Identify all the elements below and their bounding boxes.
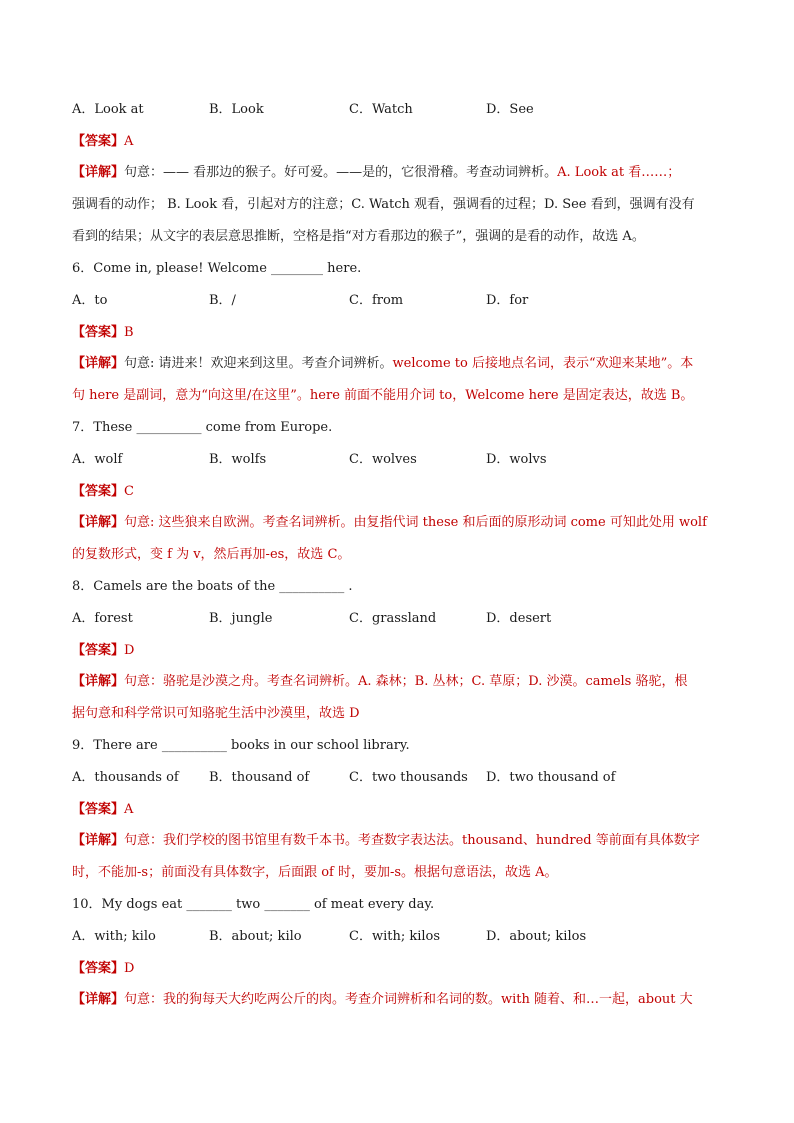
detail-text: 看到的结果；从文字的表层意思推断，空格是指“对方看那边的猴子”，强调的是看的动作，故选 A。 (72, 229, 645, 244)
q9-option-c: C．two thousands (349, 770, 468, 785)
q6-detail (72, 348, 724, 412)
q8-option-c: C．grassland (349, 611, 437, 626)
q6-option-d: D．for (486, 293, 529, 308)
q6-option-c: C．from (349, 293, 404, 308)
detail-text: 句意：骆驼是沙漠之舟。考查名词辨析。A. 森林；B. 丛林；C. 草原；D. 沙漠。camels 骆驼，根 (124, 674, 688, 689)
detail-text: 句意: 请进来！欢迎来到这里。考查介词辨析。 (124, 356, 393, 371)
q10-answer (72, 960, 724, 978)
q9-detail (72, 825, 724, 889)
q5-option-d: D．See (486, 102, 534, 117)
q5-answer (72, 133, 724, 151)
detail-text: 句意：我的狗每天大约吃两公斤的肉。考查介词辨析和名词的数。with 随着、和…一起，about 大 (124, 992, 693, 1007)
answer-value: A (124, 802, 134, 817)
q5-option-a: A．Look at (72, 102, 144, 117)
detail-tag: 【详解】 (72, 356, 125, 371)
q6-options (72, 292, 724, 310)
q8-option-d: D．desert (486, 611, 552, 626)
answer-tag: 【答案】 (72, 643, 125, 658)
detail-text: 强调看的动作； B. Look 看，引起对方的注意；C. Watch 观看，强调看的过程；D. See 看到，强调有没有 (72, 197, 695, 212)
q6-stem: 6．Come in, please! Welcome ________ here. (72, 261, 362, 276)
q10-option-d: D．about; kilos (486, 929, 587, 944)
q5-detail (72, 157, 724, 253)
answer-tag: 【答案】 (72, 134, 125, 149)
answer-value: D (124, 961, 135, 976)
q7-option-d: D．wolvs (486, 452, 547, 467)
answer-tag: 【答案】 (72, 802, 125, 817)
q7-options (72, 451, 724, 469)
answer-tag: 【答案】 (72, 325, 125, 340)
detail-text: 据句意和科学常识可知骆驼生活中沙漠里，故选 D (72, 706, 360, 721)
detail-text: 句意：我们学校的图书馆里有数千本书。考查数字表达法。thousand、hundred 等前面有具体数字 (124, 833, 700, 848)
answer-value: D (124, 643, 135, 658)
q6-option-a: A．to (72, 293, 108, 308)
q8-options (72, 610, 724, 628)
detail-text: welcome to 后接地点名词，表示“欢迎来某地”。本 (392, 356, 694, 371)
q8-option-b: B．jungle (209, 611, 273, 626)
detail-tag: 【详解】 (72, 674, 125, 689)
q7-detail (72, 507, 724, 571)
q10-option-b: B．about; kilo (209, 929, 302, 944)
detail-text: 句意：—— 看那边的猴子。好可爱。——是的，它很滑稽。考查动词辨析。 (124, 165, 558, 180)
q5-options (72, 101, 724, 119)
q6-answer (72, 324, 724, 342)
q5-option-b: B．Look (209, 102, 264, 117)
q9-stem: 9．There are __________ books in our school library. (72, 738, 410, 753)
q7-option-b: B．wolfs (209, 452, 267, 467)
detail-text: 时，不能加-s；前面没有具体数字，后面跟 of 时，要加-s。根据句意语法，故选 A。 (72, 865, 558, 880)
q10-detail (72, 984, 724, 1016)
detail-text: 句意: 这些狼来自欧洲。考查名词辨析。由复指代词 these 和后面的原形动词 come 可知此处用 wolf (124, 515, 707, 530)
detail-tag: 【详解】 (72, 515, 125, 530)
answer-tag: 【答案】 (72, 484, 125, 499)
q8-detail (72, 666, 724, 730)
detail-text: 句 here 是副词，意为“向这里/在这里”。here 前面不能用介词 to，Welcome here 是固定表达，故选 B。 (72, 388, 694, 403)
q10-option-a: A．with; kilo (72, 929, 156, 944)
q9-answer (72, 801, 724, 819)
q7-answer (72, 483, 724, 501)
q10-option-c: C．with; kilos (349, 929, 441, 944)
q10-stem: 10．My dogs eat _______ two _______ of meat every day. (72, 897, 435, 912)
q9-option-a: A．thousands of (72, 770, 179, 785)
answer-value: C (124, 484, 134, 499)
q10-options (72, 928, 724, 946)
detail-text: 的复数形式，变 f 为 v，然后再加-es，故选 C。 (72, 547, 351, 562)
q7-option-a: A．wolf (72, 452, 123, 467)
q9-option-d: D．two thousand of (486, 770, 616, 785)
detail-tag: 【详解】 (72, 992, 125, 1007)
q8-option-a: A．forest (72, 611, 133, 626)
detail-tag: 【详解】 (72, 165, 125, 180)
detail-text: A. Look at 看……； (557, 165, 681, 180)
q7-stem: 7．These __________ come from Europe. (72, 420, 333, 435)
q7-option-c: C．wolves (349, 452, 417, 467)
detail-tag: 【详解】 (72, 833, 125, 848)
q9-option-b: B．thousand of (209, 770, 310, 785)
answer-value: A (124, 134, 134, 149)
q8-stem: 8．Camels are the boats of the __________ . (72, 579, 353, 594)
q8-answer (72, 642, 724, 660)
q5-option-c: C．Watch (349, 102, 413, 117)
q6-option-b: B．/ (209, 293, 236, 308)
q9-options (72, 769, 724, 787)
answer-value: B (124, 325, 134, 340)
answer-tag: 【答案】 (72, 961, 125, 976)
